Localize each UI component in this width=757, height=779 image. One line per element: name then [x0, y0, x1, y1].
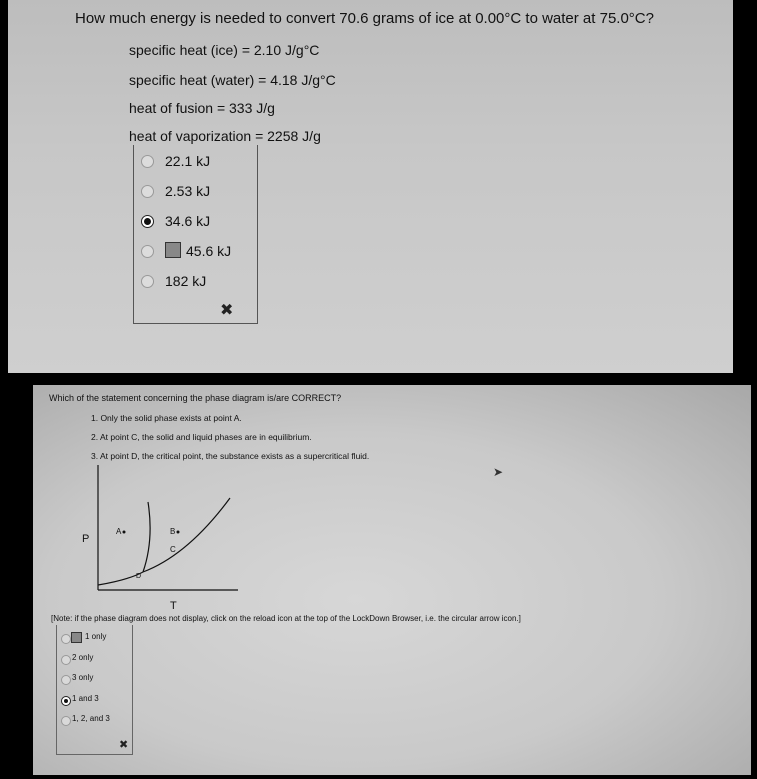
- option-label: 1, 2, and 3: [72, 714, 110, 723]
- phase-diagram: [78, 460, 248, 610]
- given-heat-of-vaporization: heat of vaporization = 2258 J/g: [129, 128, 321, 144]
- given-specific-heat-ice: specific heat (ice) = 2.10 J/g°C: [129, 42, 320, 58]
- option-label: 22.1 kJ: [165, 153, 211, 169]
- flag-icon[interactable]: [165, 242, 181, 258]
- fusion-curve: [143, 502, 150, 572]
- question-2-title: Which of the statement concerning the phase diagram is/are CORRECT?: [49, 393, 342, 403]
- radio-button[interactable]: [61, 655, 71, 665]
- option-label: 1 only: [85, 632, 107, 641]
- option-label: 2 only: [72, 652, 94, 662]
- given-heat-of-fusion: heat of fusion = 333 J/g: [129, 100, 275, 116]
- radio-button[interactable]: [141, 155, 154, 168]
- radio-button[interactable]: [61, 716, 71, 726]
- x-axis-label: T: [170, 600, 177, 610]
- option-label: 3 only: [72, 673, 94, 682]
- question-1-title: How much energy is needed to convert 70.6 grams of ice at 0.00°C to water at 75.0°C?: [75, 10, 654, 27]
- radio-button[interactable]: [61, 634, 71, 644]
- point-a-label: A: [116, 527, 122, 536]
- radio-button[interactable]: [141, 275, 154, 288]
- option-label: 45.6 kJ: [186, 243, 232, 259]
- crossout-icon[interactable]: ✖: [119, 739, 129, 751]
- statement-3: 3. At point D, the critical point, the substance exists as a supercritical fluid.: [91, 451, 370, 461]
- note-text: [Note: if the phase diagram does not display, click on the reload icon at the top of the LockDown Browser, i.e. the circular arrow icon.]: [51, 614, 521, 623]
- question-1-panel: [8, 0, 733, 373]
- option-label: 34.6 kJ: [165, 213, 211, 229]
- point-b-label: B: [170, 527, 176, 536]
- option-label: 182 kJ: [165, 273, 207, 289]
- statement-1: 1. Only the solid phase exists at point A.: [91, 413, 242, 423]
- point-c-label: C: [170, 545, 176, 554]
- point-a-marker: [123, 531, 126, 534]
- answer-box-2: [56, 625, 133, 755]
- vaporization-curve: [143, 498, 230, 572]
- point-d-label: D: [136, 573, 142, 580]
- question-2-panel: [33, 385, 751, 775]
- radio-button-selected[interactable]: [141, 215, 154, 228]
- statement-2: 2. At point C, the solid and liquid phases are in equilibrium.: [91, 432, 312, 442]
- answer-box: [133, 145, 258, 324]
- mouse-cursor-icon: ➤: [493, 465, 504, 479]
- radio-button[interactable]: [141, 245, 154, 258]
- option-label: 2.53 kJ: [165, 183, 211, 199]
- flag-icon[interactable]: [71, 632, 82, 643]
- point-b-marker: [177, 531, 180, 534]
- radio-button[interactable]: [141, 185, 154, 198]
- crossout-icon[interactable]: ✖: [220, 302, 234, 319]
- y-axis-label: P: [82, 533, 90, 545]
- radio-button[interactable]: [61, 675, 71, 685]
- given-specific-heat-water: specific heat (water) = 4.18 J/g°C: [129, 72, 336, 88]
- radio-button-selected[interactable]: [61, 696, 71, 706]
- option-label: 1 and 3: [72, 693, 99, 703]
